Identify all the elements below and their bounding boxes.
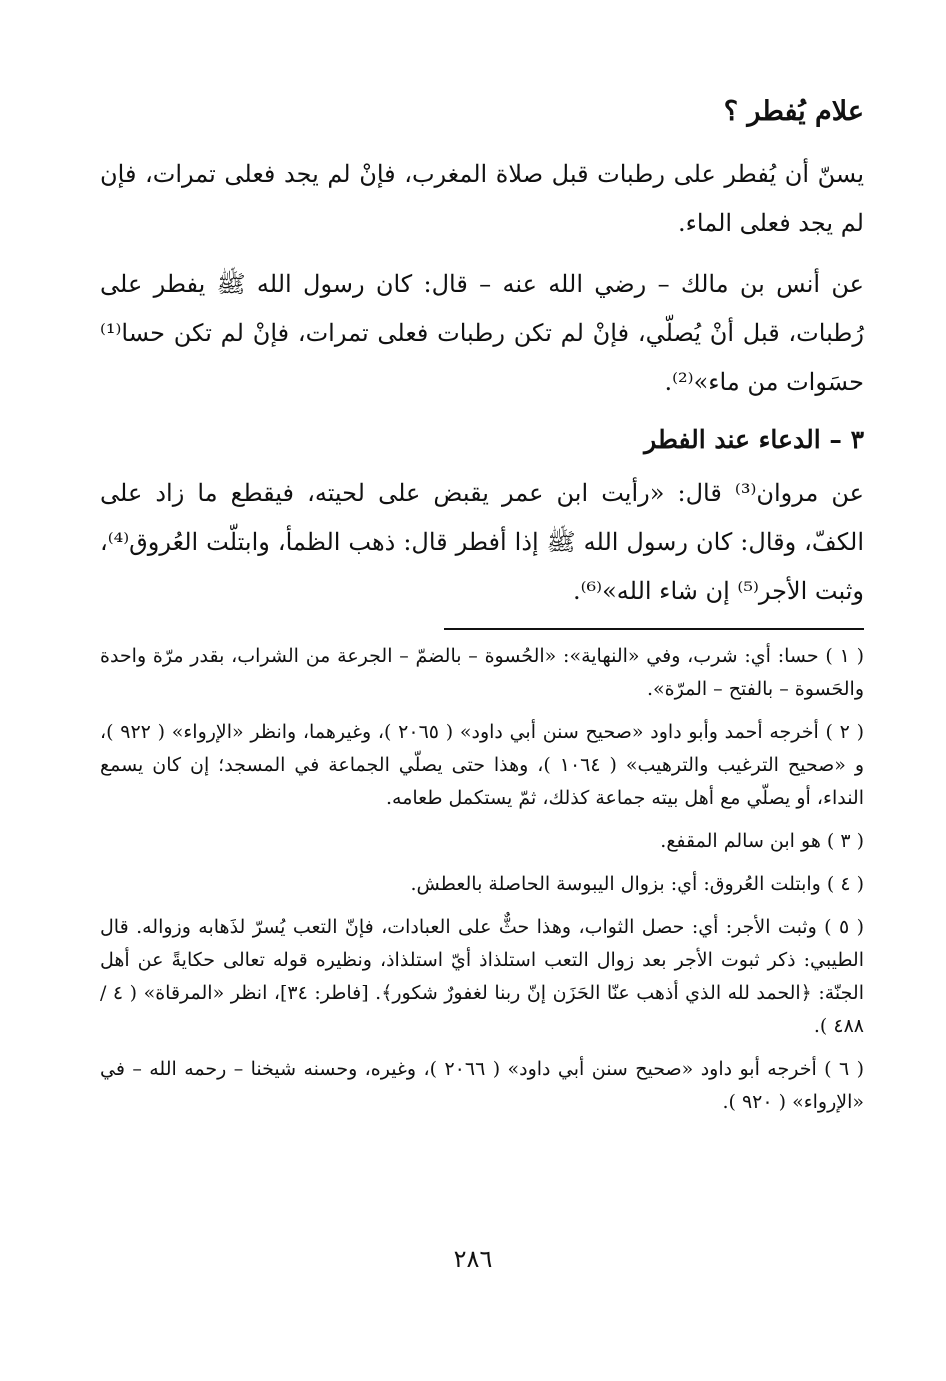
footnote: ( ٤ ) وابتلت العُروق: أي: بزوال اليبوسة الحاصلة بالعطش. xyxy=(410,873,864,895)
section-heading: علام يُفطر ؟ xyxy=(723,96,864,127)
body-paragraph: عن أنس بن مالك – رضي الله عنه – قال: كان رسول الله ﷺ يفطر على رُطبات، قبل أنْ يُصلّي، فإنْ لم تكن رطبات فعلى تمرات، فإنْ لم تكن حسا⁽¹⁾ حسَوات من ماء»⁽²⁾. xyxy=(100,270,864,396)
body-paragraph: عن مروان⁽³⁾ قال: «رأيت ابن عمر يقبض على لحيته، فيقطع ما زاد على الكفّ، وقال: كان رسول الله ﷺ إذا أفطر قال: ذهب الظمأ، وابتلّت العُروق⁽⁴⁾، وثبت الأجر⁽⁵⁾ إن شاء الله»⁽⁶⁾. xyxy=(100,479,864,605)
footnote: ( ٥ ) وثبت الأجر: أي: حصل الثواب، وهذا حثٌّ على العبادات، فإنّ التعب يُسرّ لذَهابه وزواله. قال الطيبي: ذكر ثبوت الأجر بعد زوال التعب استلذاذ أيّ استلذاذ، ونظيره قوله تعالى حكايةً عن أهل الجنّة: ﴿الحمد لله الذي أذهب عنّا الحَزَن إنّ ربنا لغفورٌ شكور﴾. [فاطر: ٣٤]، انظر «المرقاة» ( ٤ / ٤٨٨ ). xyxy=(100,916,864,1037)
page-number: ٢٨٦ xyxy=(453,1245,493,1273)
body-paragraph: يسنّ أن يُفطر على رطبات قبل صلاة المغرب، فإنْ لم يجد فعلى تمرات، فإن لم يجد فعلى الماء. xyxy=(100,160,865,237)
footnote: ( ١ ) حسا: أي: شرب، وفي «النهاية»: «الحُسوة – بالضمّ – الجرعة من الشراب، بقدر مرّة واحدة والحَسوة – بالفتح – المرّة». xyxy=(100,645,864,700)
section-heading: ٣ – الدعاء عند الفطر xyxy=(644,425,864,454)
footnote-divider xyxy=(444,628,864,630)
footnote: ( ٦ ) أخرجه أبو داود «صحيح سنن أبي داود» ( ٢٠٦٦ )، وغيره، وحسنه شيخنا – رحمه الله – في «الإرواء» ( ٩٢٠ ). xyxy=(100,1058,864,1113)
footnote: ( ٢ ) أخرجه أحمد وأبو داود «صحيح سنن أبي داود» ( ٢٠٦٥ )، وغيرهما، وانظر «الإرواء» ( ٩٢٢ )، و «صحيح الترغيب والترهيب» ( ١٠٦٤ )، وهذا حتى يصلّي الجماعة في المسجد؛ إن كان يسمع النداء، أو يصلّي مع أهل بيته جماعة كذلك، ثمّ يستكمل طعامه. xyxy=(100,721,865,809)
footnote: ( ٣ ) هو ابن سالم المقفع. xyxy=(660,830,864,852)
